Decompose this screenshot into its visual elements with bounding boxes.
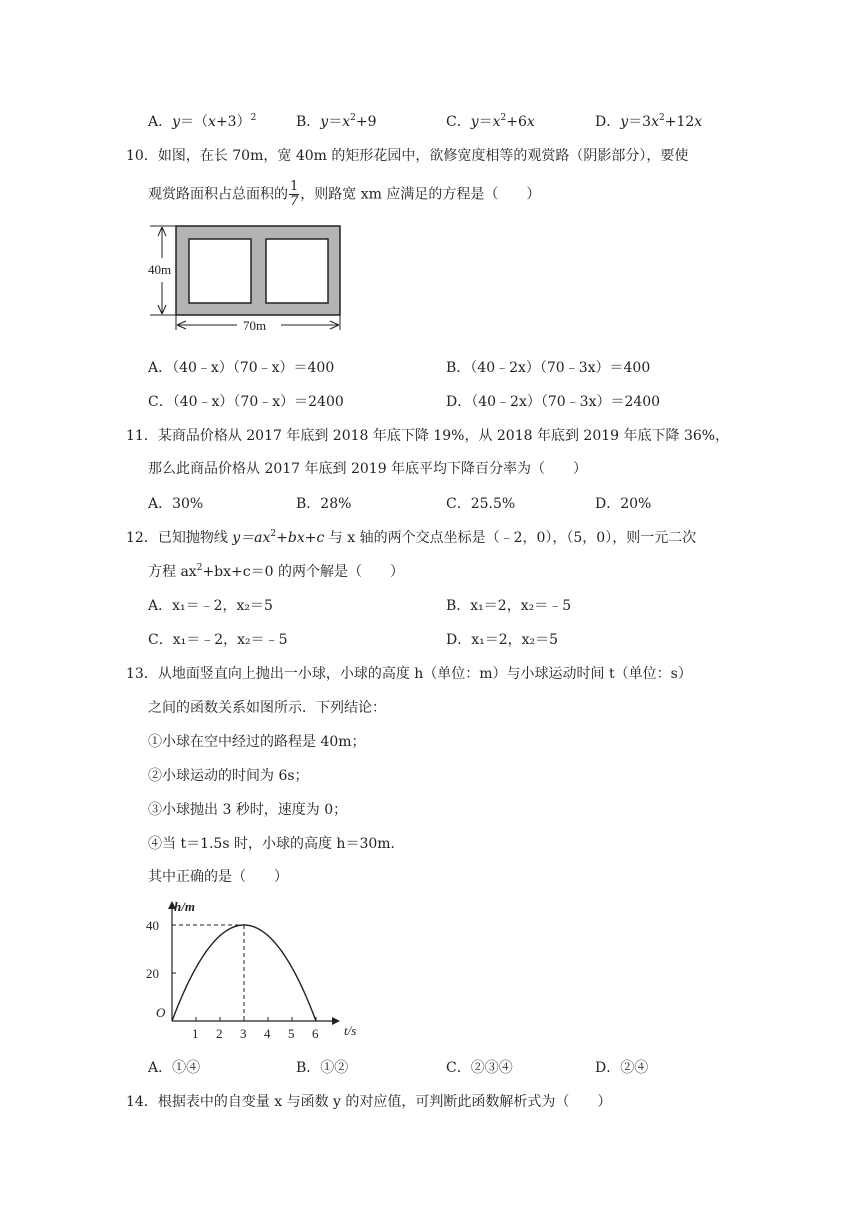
q9-option-d: D．$y=3x^2+12x$ (595, 113, 703, 130)
q13-conclusion-3: ③小球抛出 3 秒时，速度为 0； (148, 802, 348, 818)
q11-option-d: D．20% (595, 496, 652, 512)
x-tick-label: 4 (264, 1026, 271, 1041)
q13-option-d: D．②④ (595, 1060, 649, 1076)
q11-option-a: A．30% (148, 496, 204, 512)
x-tick-label: 1 (192, 1026, 199, 1041)
q9-option-c: C．$y=x^2+6x$ (446, 113, 535, 130)
q10-stem-line1: 10．如图，在长 70m，宽 40m 的矩形花园中，欲修宽度相等的观赏路（阴影部分），要使 (126, 148, 689, 164)
q10-lawn-left (189, 239, 251, 303)
x-tick-label: 3 (240, 1026, 247, 1041)
q9-option-a: A．$y=(x+3)^2$ (148, 113, 257, 130)
q10-stem-line2: 观赏路面积占总面积的 $\frac{1}{7}$ ，则路宽 xm 应满足的方程是（ ） (148, 179, 541, 209)
x-axis-arrow (332, 1017, 340, 1025)
origin-label: O (156, 1005, 166, 1020)
q10-option-d: D．（40﹣2x）（70﹣3x）＝2400 (446, 394, 661, 410)
q10-lawn-right (266, 239, 328, 303)
q13-height-time-chart (140, 895, 370, 1045)
q13-conclusion-2: ②小球运动的时间为 6s； (148, 768, 309, 784)
q12-stem-line1: 12．已知抛物线 $y=ax^2+bx+c$ 与 x 轴的两个交点坐标是（﹣2，0），（5，0），则一元二次 (126, 529, 697, 546)
q13-option-a: A．①④ (148, 1060, 201, 1076)
y-tick-label: 20 (146, 966, 159, 981)
y-axis-label: h/m (174, 899, 195, 914)
x-tick-label: 5 (288, 1026, 295, 1041)
q10-option-c: C．（40﹣x）（70﹣x）＝2400 (148, 394, 344, 410)
x-tick-label: 6 (312, 1026, 319, 1041)
q10-fraction: $\frac{1}{7}$ (290, 179, 299, 209)
q13-option-b: B．①② (296, 1060, 349, 1076)
q13-stem-line2: 之间的函数关系如图所示．下列结论： (148, 700, 386, 716)
y-tick-label: 40 (146, 918, 159, 933)
q11-stem-line2: 那么此商品价格从 2017 年底到 2019 年底平均下降百分率为（ ） (148, 461, 588, 477)
q10-width-label: 70m (243, 318, 267, 333)
q11-option-b: B．28% (296, 496, 352, 512)
q10-option-b: B．（40﹣2x）（70﹣3x）＝400 (446, 360, 651, 376)
x-axis-label: t/s (344, 1023, 357, 1038)
q13-conclusion-4: ④当 t＝1.5s 时，小球的高度 h＝30m． (148, 836, 405, 852)
q14-stem-line1: 14．根据表中的自变量 x 与函数 y 的对应值，可判断此函数解析式为（ ） (126, 1094, 612, 1110)
q11-stem-line1: 11．某商品价格从 2017 年底到 2018 年底下降 19%，从 2018 年底到 2019 年底下降 36%， (126, 428, 730, 444)
q12-option-b: B．x₁＝2，x₂＝﹣5 (446, 598, 572, 614)
q10-height-label: 40m (148, 262, 172, 277)
q12-stem-line2: 方程 $ax^2+bx+c=0$ 的两个解是（ ） (148, 563, 404, 580)
q12-option-a: A．x₁＝﹣2，x₂＝5 (148, 598, 273, 614)
q11-option-c: C．25.5% (446, 496, 516, 512)
q13-question: 其中正确的是（ ） (148, 869, 288, 885)
q10-option-a: A．（40﹣x）（70﹣x）＝400 (148, 360, 335, 376)
q13-option-c: C．②③④ (446, 1060, 513, 1076)
q13-stem-line1: 13．从地面竖直向上抛出一小球，小球的高度 h（单位：m）与小球运动时间 t（单位：s） (126, 666, 692, 682)
q12-option-d: D．x₁＝2，x₂＝5 (446, 632, 559, 648)
q9-option-b: B．$y=x^2+9$ (296, 113, 377, 130)
q10-garden-figure (145, 222, 385, 332)
q13-conclusion-1: ①小球在空中经过的路程是 40m； (148, 734, 366, 750)
x-tick-label: 2 (216, 1026, 223, 1041)
q12-option-c: C．x₁＝﹣2，x₂＝﹣5 (148, 632, 288, 648)
